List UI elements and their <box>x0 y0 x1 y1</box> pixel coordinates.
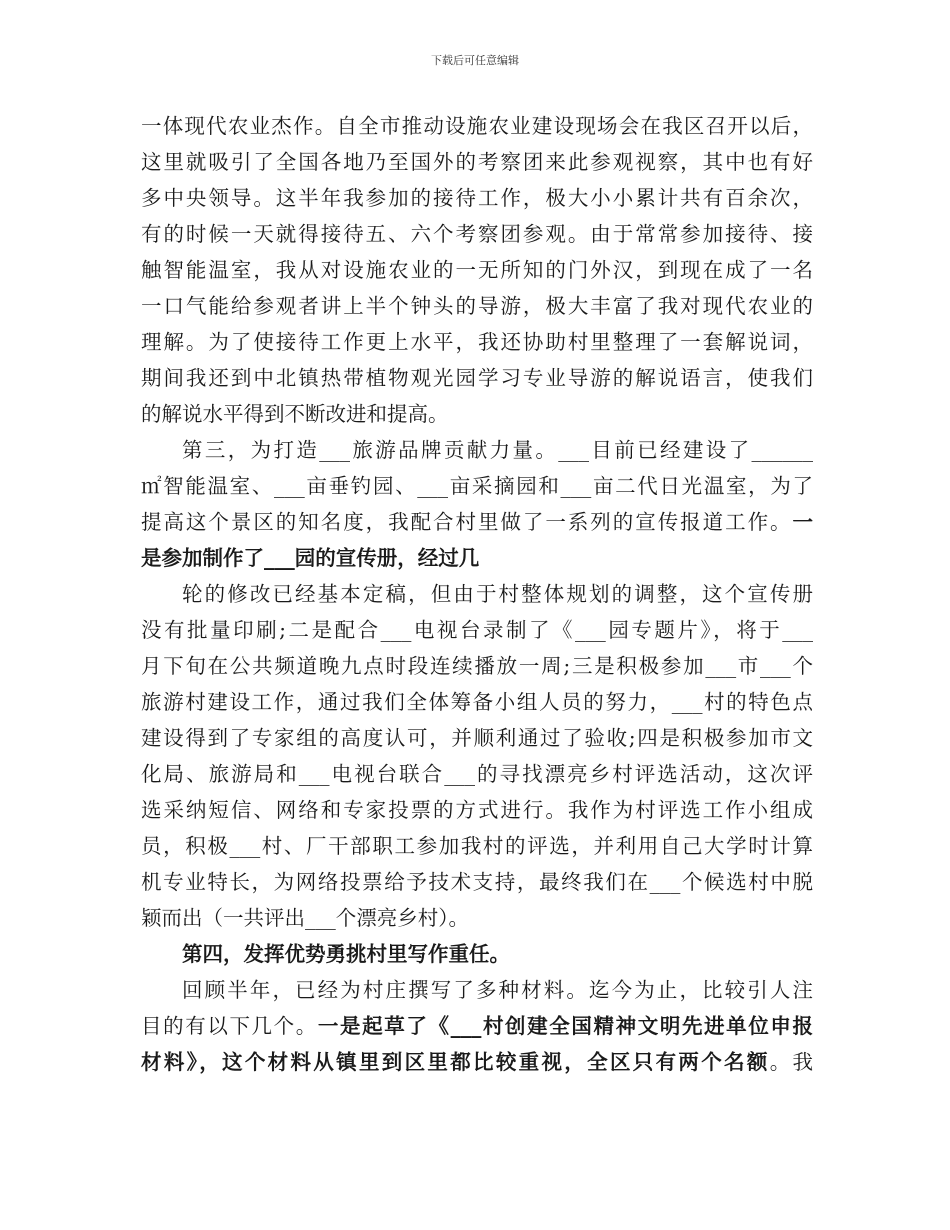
text-line <box>141 936 813 972</box>
text-line <box>141 180 813 216</box>
text-line <box>141 432 813 468</box>
bold-text-segment: 第四，发挥优势勇挑村里写作重任。 <box>182 942 510 966</box>
text-segment: 的解说水平得到不断改进和提高。 <box>141 402 449 426</box>
bold-text-segment: 材料》，这个材料从镇里到区里都比较重视，全区只有两个名额 <box>141 1050 770 1074</box>
text-segment: 一体现代农业杰作。自全市推动设施农业建设现场会在我区召开以后， <box>141 114 813 138</box>
text-line <box>141 324 813 360</box>
text-line <box>141 720 813 756</box>
text-segment: 触智能温室，我从对设施农业的一无所知的门外汉，到现在成了一名 <box>141 258 813 282</box>
text-line <box>141 216 813 252</box>
text-segment: 一口气能给参观者讲上半个钟头的导游，极大丰富了我对现代农业的 <box>141 294 813 318</box>
text-line <box>141 1008 813 1044</box>
bold-text-segment: 是参加制作了___园的宣传册，经过几 <box>141 546 480 570</box>
text-line <box>141 576 813 612</box>
text-segment: 旅游村建设工作，通过我们全体筹备小组人员的努力，___村的特色点 <box>141 690 813 714</box>
text-line <box>141 828 813 864</box>
text-segment: 回顾半年，已经为村庄撰写了多种材料。迄今为止，比较引人注 <box>182 978 813 1002</box>
text-line <box>141 540 813 576</box>
text-line <box>141 288 813 324</box>
text-segment: 多中央领导。这半年我参加的接待工作，极大小小累计共有百余次， <box>141 186 813 210</box>
text-segment: 员，积极___村、厂干部职工参加我村的评选，并利用自己大学时计算 <box>141 834 813 858</box>
text-segment: 这里就吸引了全国各地乃至国外的考察团来此参观视察，其中也有好 <box>141 150 813 174</box>
text-line <box>141 396 813 432</box>
text-line <box>141 612 813 648</box>
text-line <box>141 108 813 144</box>
text-segment: 月下旬在公共频道晚九点时段连续播放一周;三是积极参加___市___个 <box>141 654 813 678</box>
text-segment: 。我 <box>769 1050 813 1074</box>
text-segment: 建设得到了专家组的高度认可，并顺利通过了验收;四是积极参加市文 <box>141 726 813 750</box>
text-line <box>141 144 813 180</box>
text-line <box>141 360 813 396</box>
text-segment: ㎡智能温室、___亩垂钓园、___亩采摘园和___亩二代日光温室，为了 <box>141 474 813 498</box>
text-line <box>141 900 813 936</box>
text-line <box>141 1044 813 1080</box>
text-line <box>141 468 813 504</box>
text-segment: 期间我还到中北镇热带植物观光园学习专业导游的解说语言，使我们 <box>141 366 813 390</box>
text-segment: 颖而出（一共评出___个漂亮乡村）。 <box>141 906 469 930</box>
bold-text-segment: 一 <box>792 510 813 534</box>
text-line <box>141 864 813 900</box>
text-line <box>141 756 813 792</box>
page-header: 下载后可任意编辑 <box>431 54 519 67</box>
text-segment: 提高这个景区的知名度，我配合村里做了一系列的宣传报道工作。 <box>141 510 793 534</box>
document-body <box>141 108 813 1080</box>
text-segment: 有的时候一天就得接待五、六个考察团参观。由于常常参加接待、接 <box>141 222 813 246</box>
bold-text-segment: 一是起草了《___村创建全国精神文明先进单位申报 <box>317 1014 813 1038</box>
text-line <box>141 972 813 1008</box>
text-segment: 化局、旅游局和___电视台联合___的寻找漂亮乡村评选活动，这次评 <box>141 762 813 786</box>
text-segment: 理解。为了使接待工作更上水平，我还协助村里整理了一套解说词， <box>141 330 813 354</box>
text-segment: 没有批量印刷;二是配合___电视台录制了《___园专题片》，将于___ <box>141 618 813 642</box>
text-line <box>141 648 813 684</box>
text-segment: 第三，为打造___旅游品牌贡献力量。___目前已经建设了______ <box>182 438 813 462</box>
text-segment: 轮的修改已经基本定稿，但由于村整体规划的调整，这个宣传册 <box>182 582 813 606</box>
text-segment: 机专业特长，为网络投票给予技术支持，最终我们在___个候选村中脱 <box>141 870 813 894</box>
text-segment: 选采纳短信、网络和专家投票的方式进行。我作为村评选工作小组成 <box>141 798 813 822</box>
text-segment: 目的有以下几个。 <box>141 1014 318 1038</box>
text-line <box>141 792 813 828</box>
text-line <box>141 684 813 720</box>
text-line <box>141 504 813 540</box>
text-line <box>141 252 813 288</box>
